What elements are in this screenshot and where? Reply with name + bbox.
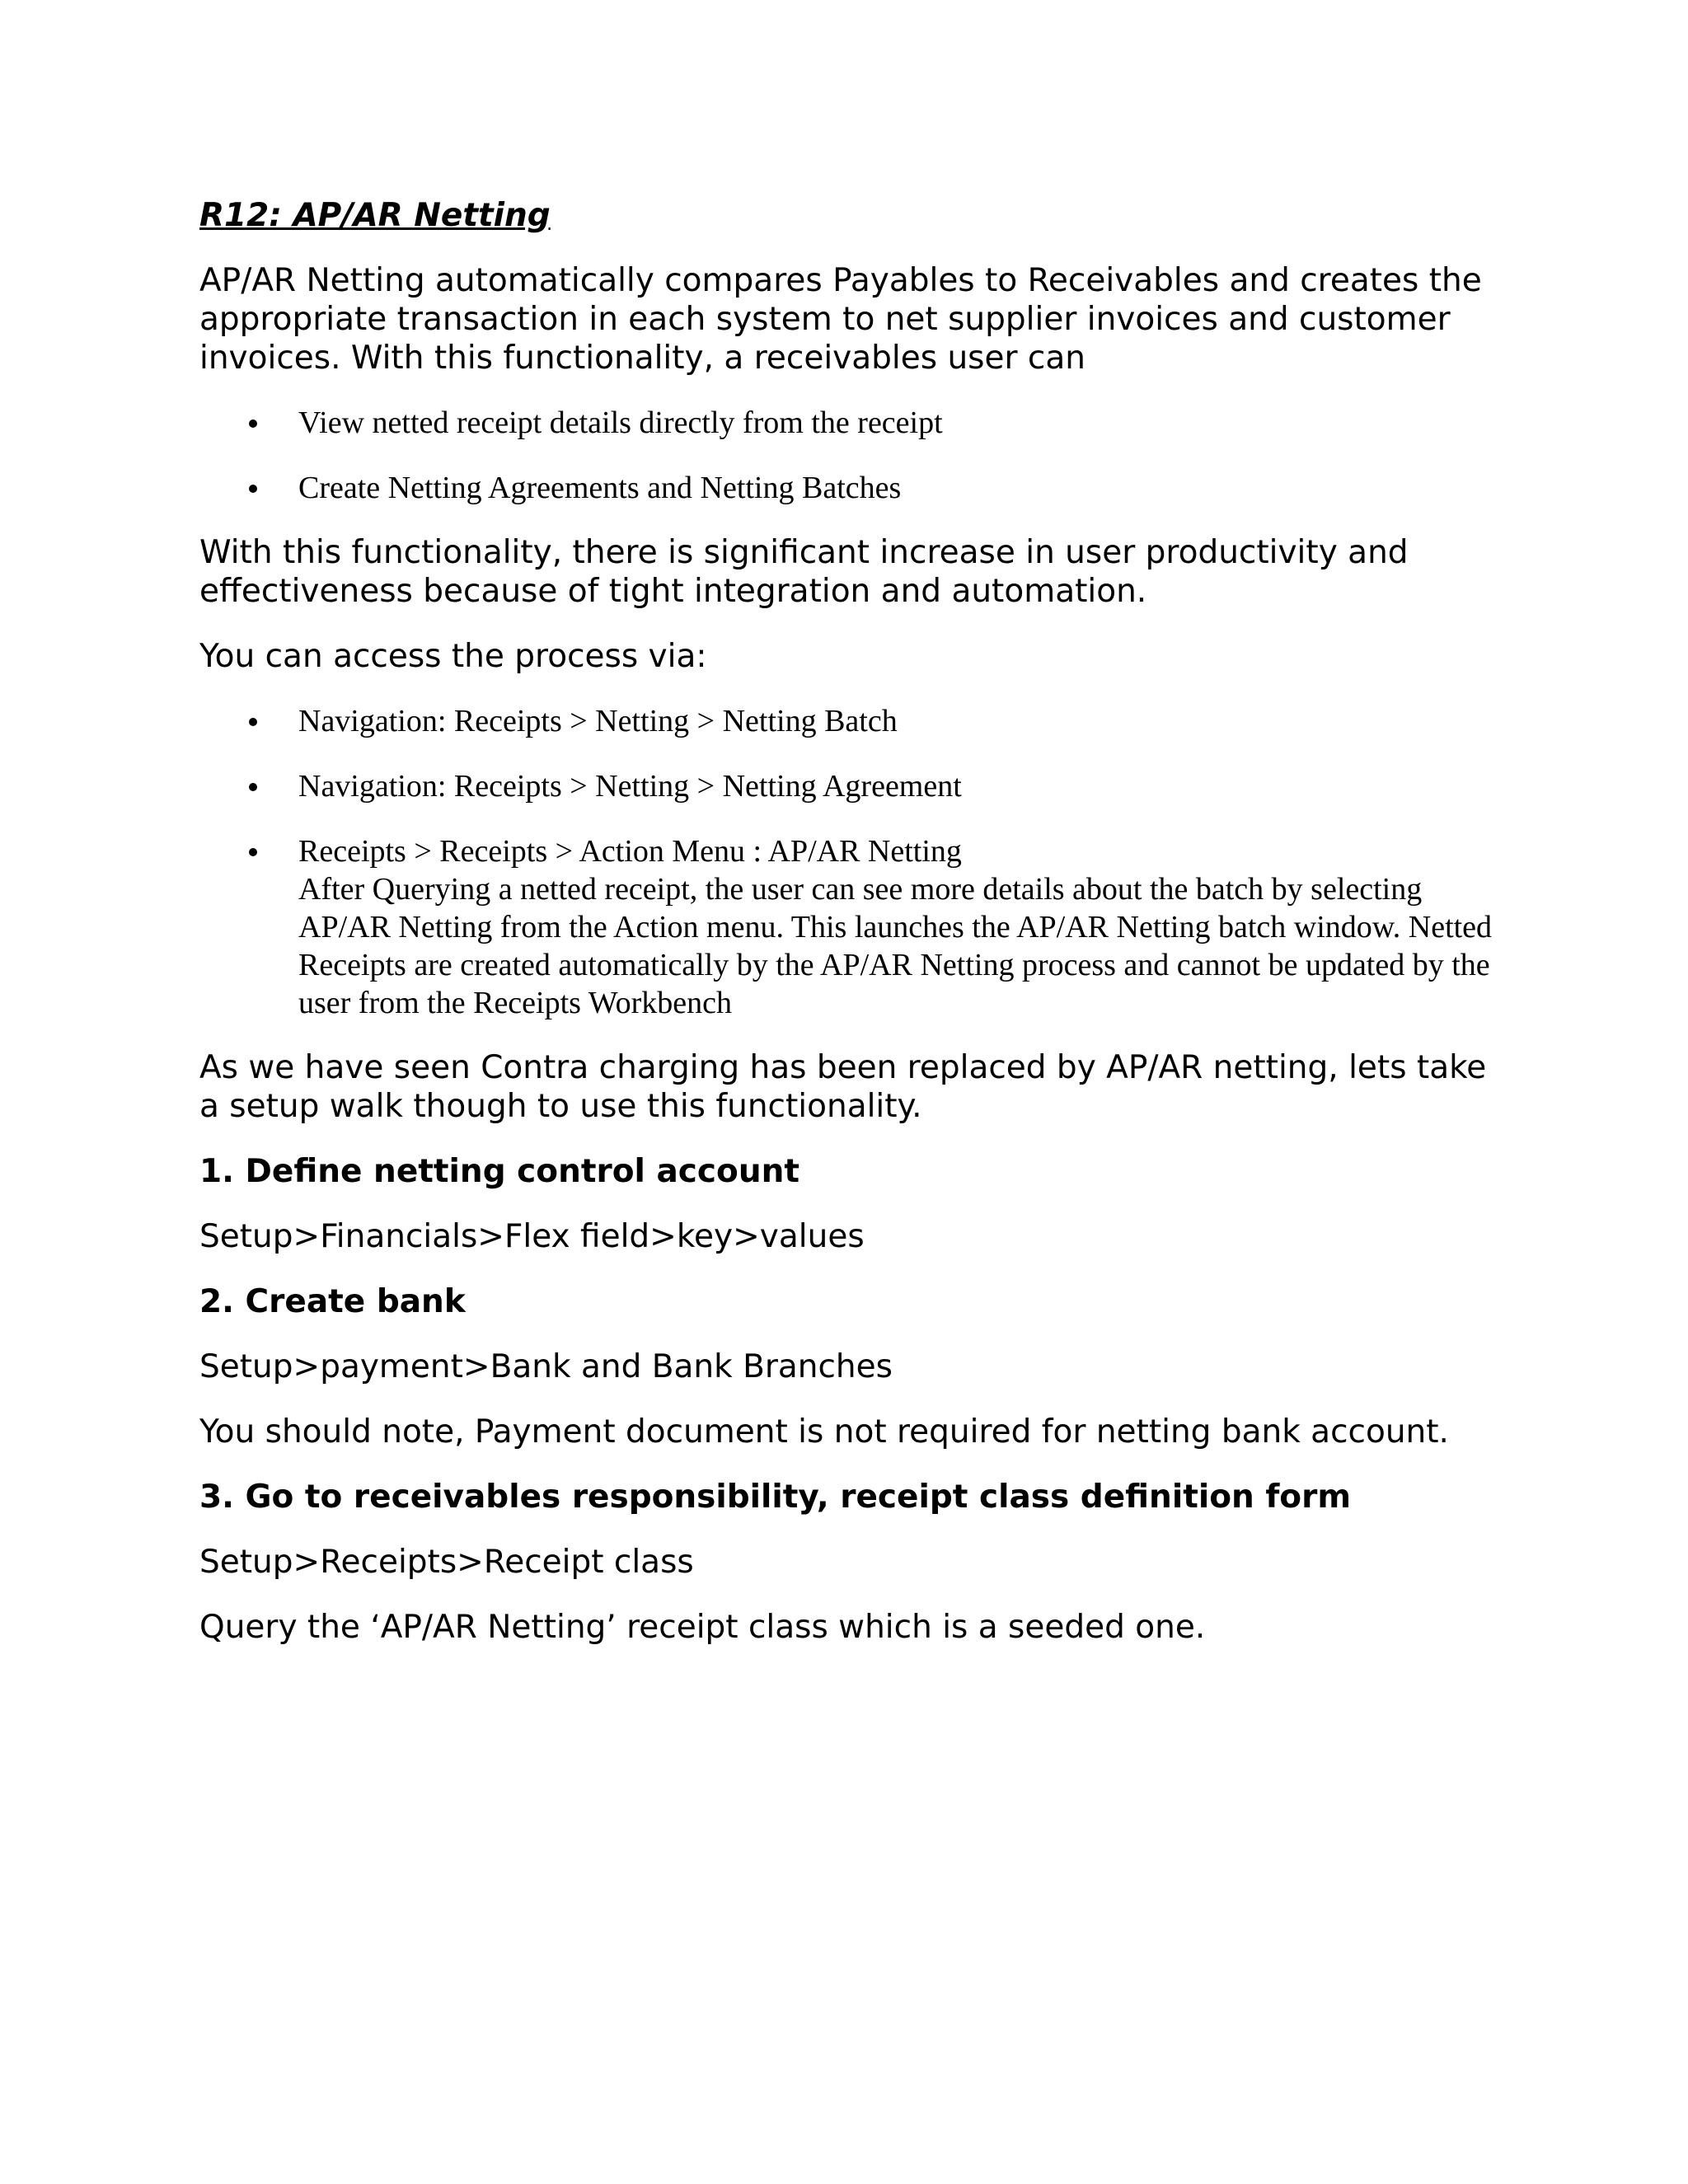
list-item-text: Navigation: Receipts > Netting > Netting Batch bbox=[298, 704, 898, 738]
bullet-icon bbox=[249, 783, 257, 791]
list-item-text: View netted receipt details directly from the receipt bbox=[298, 405, 943, 440]
list-item-text: Navigation: Receipts > Netting > Netting Agreement bbox=[298, 769, 962, 804]
step-heading: 3. Go to receivables responsibility, receipt class definition form bbox=[199, 1479, 1351, 1516]
step-heading: 2. Create bank bbox=[199, 1283, 466, 1320]
step-path: Setup>Financials>Flex field>key>values bbox=[199, 1218, 865, 1255]
step-heading: 1. Define netting control account bbox=[199, 1153, 799, 1190]
document-page bbox=[199, 196, 1502, 1673]
list-item bbox=[199, 767, 1502, 805]
walkthrough-paragraph: As we have seen Contra charging has been replaced by AP/AR netting, lets take a setup walk though to use this functionality. bbox=[199, 1049, 1487, 1125]
bullet-icon bbox=[249, 718, 257, 726]
list-item-text: Receipts > Receipts > Action Menu : AP/AR Netting bbox=[298, 834, 962, 869]
productivity-paragraph: With this functionality, there is significant increase in user productivity and effectiveness because of tight integration and automation. bbox=[199, 534, 1409, 610]
document-title: R12: AP/AR Netting bbox=[199, 197, 551, 234]
list-item bbox=[199, 469, 1502, 507]
intro-paragraph: AP/AR Netting automatically compares Payables to Receivables and creates the appropriate transaction in each system to net supplier invoices and customer invoices. With this functionality, a receivables user can bbox=[199, 262, 1482, 377]
list-item bbox=[199, 832, 1502, 1022]
bullet-icon bbox=[249, 419, 257, 428]
list-item bbox=[199, 702, 1502, 740]
step-note: Query the ‘AP/AR Netting’ receipt class which is a seeded one. bbox=[199, 1609, 1206, 1646]
capabilities-list bbox=[199, 404, 1502, 507]
access-intro: You can access the process via: bbox=[199, 638, 707, 675]
bullet-icon bbox=[249, 848, 257, 856]
list-item-text: Create Netting Agreements and Netting Batches bbox=[298, 471, 902, 505]
step-path: Setup>Receipts>Receipt class bbox=[199, 1544, 694, 1581]
access-paths-list bbox=[199, 702, 1502, 1022]
list-item-detail: After Querying a netted receipt, the user can see more details about the batch by selecting AP/AR Netting from the Action menu. This launches the AP/AR Netting batch window. Netted Receipts are created automatically by the AP/AR Netting process and cannot be updated by the user from the Receipts Workbench bbox=[298, 872, 1493, 1020]
step-note: You should note, Payment document is not required for netting bank account. bbox=[199, 1413, 1449, 1451]
bullet-icon bbox=[249, 485, 257, 493]
step-path: Setup>payment>Bank and Bank Branches bbox=[199, 1348, 893, 1385]
list-item bbox=[199, 404, 1502, 442]
